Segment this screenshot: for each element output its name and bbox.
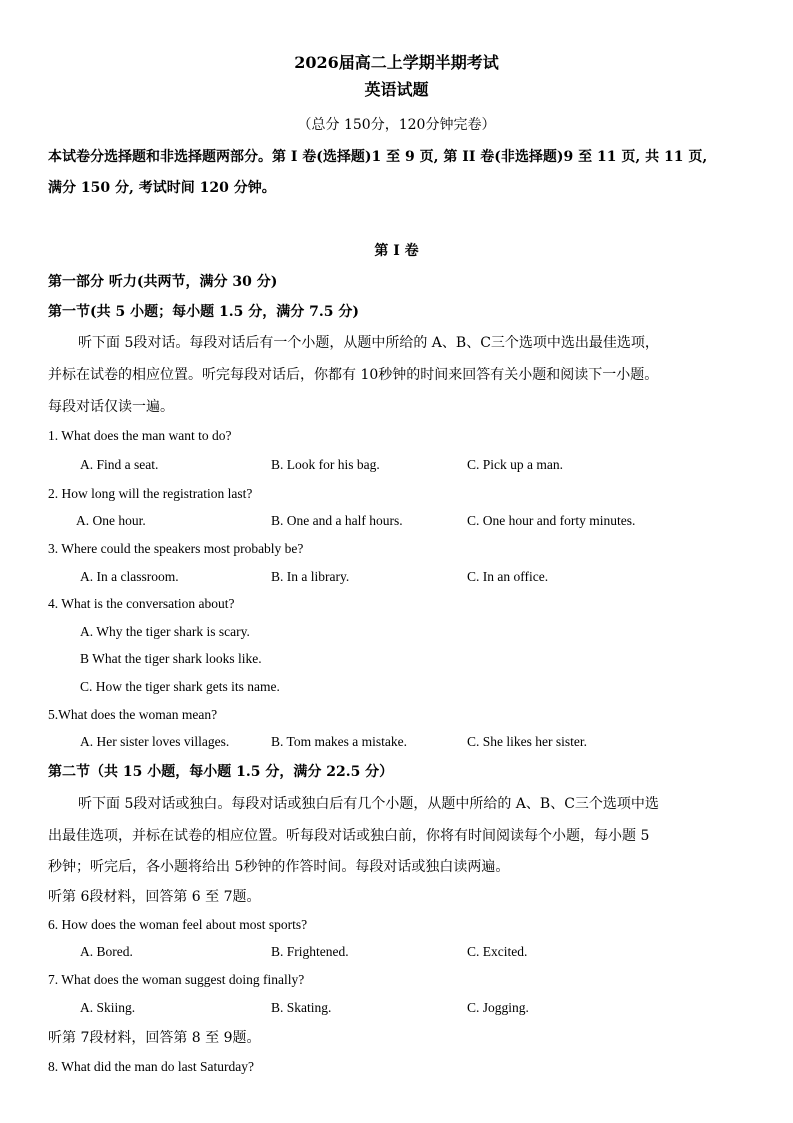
- question-4-option-c[interactable]: C. How the tiger shark gets its name.: [80, 679, 280, 694]
- question-2-option-a[interactable]: A. One hour.: [76, 513, 146, 528]
- question-7-option-b[interactable]: B. Skating.: [271, 1000, 332, 1015]
- question-5-option-a[interactable]: A. Her sister loves villages.: [80, 734, 230, 749]
- section2-instruction-2: 出最佳选项，并标在试卷的相应位置。听每段对话或独白前，你将有时间阅读每个小题，每小题 5: [48, 828, 650, 844]
- question-3-stem: 3. Where could the speakers most probably be?: [48, 541, 304, 556]
- question-3-option-c[interactable]: C. In an office.: [467, 569, 549, 584]
- section2-instruction-3: 秒钟；听完后，各小题将给出 5秒钟的作答时间。每段对话或独白读两遍。: [48, 859, 510, 875]
- question-2-option-b[interactable]: B. One and a half hours.: [271, 513, 403, 528]
- question-6-option-b[interactable]: B. Frightened.: [271, 944, 349, 959]
- material-6-instruction: 听第 6段材料，回答第 6 至 7题。: [48, 889, 261, 905]
- question-7-option-c[interactable]: C. Jogging.: [467, 1000, 529, 1015]
- question-4-stem: 4. What is the conversation about?: [48, 596, 235, 611]
- question-1-stem: 1. What does the man want to do?: [48, 428, 232, 443]
- section1-instruction-1: 听下面 5段对话。每段对话后有一个小题，从题中所给的 A、B、C三个选项中选出最佳选项，: [78, 335, 659, 351]
- question-3-option-b[interactable]: B. In a library.: [271, 569, 350, 584]
- section1-title: 第一节(共 5 小题；每小题 1.5 分，满分 7.5 分): [48, 304, 359, 320]
- intro-line-2: 满分 150 分, 考试时间 120 分钟。: [48, 180, 276, 196]
- section1-instruction-3: 每段对话仅读一遍。: [48, 399, 174, 415]
- section2-title: 第二节（共 15 小题，每小题 1.5 分，满分 22.5 分）: [48, 764, 394, 780]
- subject-title: 英语试题: [364, 80, 429, 99]
- volume-title: 第 I 卷: [374, 243, 419, 259]
- question-5-option-c[interactable]: C. She likes her sister.: [467, 734, 587, 749]
- score-time-note: （总分 150分，120分钟完卷）: [297, 117, 496, 133]
- question-6-option-c[interactable]: C. Excited.: [467, 944, 528, 959]
- material-7-instruction: 听第 7段材料，回答第 8 至 9题。: [48, 1030, 261, 1046]
- question-1-option-b[interactable]: B. Look for his bag.: [271, 457, 380, 472]
- question-4-option-a[interactable]: A. Why the tiger shark is scary.: [80, 624, 250, 639]
- question-7-stem: 7. What does the woman suggest doing finally?: [48, 972, 305, 987]
- question-5-stem: 5.What does the woman mean?: [48, 707, 218, 722]
- question-1-option-c[interactable]: C. Pick up a man.: [467, 457, 563, 472]
- question-1-option-a[interactable]: A. Find a seat.: [80, 457, 159, 472]
- section1-instruction-2: 并标在试卷的相应位置。听完每段对话后，你都有 10秒钟的时间来回答有关小题和阅读下一小题。: [48, 367, 659, 383]
- question-3-option-a[interactable]: A. In a classroom.: [80, 569, 179, 584]
- question-6-option-a[interactable]: A. Bored.: [80, 944, 133, 959]
- exam-title: 2026届高二上学期半期考试: [294, 53, 499, 72]
- question-4-option-b[interactable]: B What the tiger shark looks like.: [80, 651, 262, 666]
- question-2-option-c[interactable]: C. One hour and forty minutes.: [467, 513, 636, 528]
- intro-line-1: 本试卷分选择题和非选择题两部分。第 I 卷(选择题)1 至 9 页, 第 II 卷(非选择题)9 至 11 页, 共 11 页,: [48, 149, 708, 165]
- question-6-stem: 6. How does the woman feel about most sports?: [48, 917, 308, 932]
- section2-instruction-1: 听下面 5段对话或独白。每段对话或独白后有几个小题，从题中所给的 A、B、C三个选项中选: [78, 796, 659, 812]
- question-8-stem: 8. What did the man do last Saturday?: [48, 1059, 254, 1074]
- question-7-option-a[interactable]: A. Skiing.: [80, 1000, 136, 1015]
- question-5-option-b[interactable]: B. Tom makes a mistake.: [271, 734, 408, 749]
- part1-title: 第一部分 听力(共两节，满分 30 分): [48, 274, 278, 290]
- question-2-stem: 2. How long will the registration last?: [48, 486, 253, 501]
